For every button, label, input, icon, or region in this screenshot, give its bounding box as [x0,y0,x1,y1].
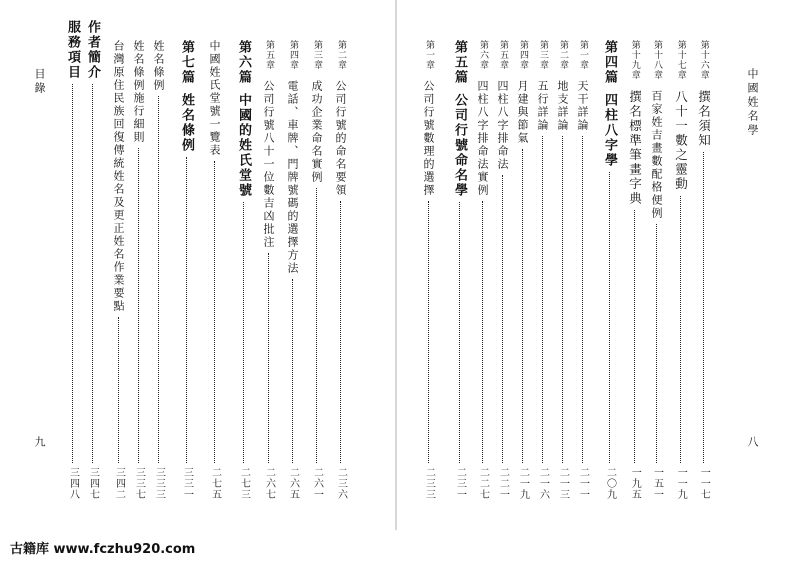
dot-leader [562,136,563,463]
toc-entry[interactable] [517,40,528,500]
toc-entry-number: 第四章 [288,40,298,70]
toc-section[interactable] [453,40,466,500]
dot-leader [268,253,269,463]
toc-entry[interactable] [557,40,568,500]
toc-entry-page: 二三六 [335,467,347,500]
dot-leader [158,96,159,463]
toc-entry-page: 二一六 [537,467,549,500]
toc-section-title: 中國的姓氏堂號 [236,93,251,198]
toc-entry-page: 二七五 [209,467,221,500]
toc-entry[interactable] [423,40,434,500]
toc-entry[interactable] [674,40,687,500]
toc-entry-title: 月建與節氣 [516,80,529,145]
toc-entry-number: 第三章 [312,40,322,70]
toc-entry-title: 百家姓吉畫數配格便例 [650,90,663,220]
toc-entry-title: 地支詳論 [556,80,569,132]
dot-leader [542,136,543,463]
dot-leader [656,224,657,463]
dot-leader [703,152,704,463]
toc-entry-title: 公司行號八十一位數吉凶批注 [262,80,275,249]
toc-entry-page: 三四七 [87,467,99,500]
toc-entry[interactable] [497,40,508,500]
toc-section-title: 公司行號命名學 [452,93,467,198]
toc-entry-title: 作者簡介 [85,20,100,80]
toc-entry-title: 四柱八字排命法 [496,80,509,171]
toc-section[interactable] [603,40,616,500]
toc-entry[interactable] [651,40,662,500]
toc-entry[interactable] [477,40,488,500]
toc-section-page: 二三一 [454,467,466,500]
toc-entry[interactable] [287,40,298,500]
toc-entry-page: 一九五 [629,467,641,500]
left-page [0,0,396,530]
toc-section-number: 第七篇 [179,40,194,85]
toc-entry-number: 第十九章 [629,40,640,80]
dot-leader [292,279,293,463]
toc-entry-title: 五行詳論 [536,80,549,132]
toc-entry-number: 第二章 [558,40,568,70]
toc-entry-title: 八十一數之靈動 [673,90,689,192]
toc-entry-page: 二二七 [477,467,489,500]
toc-section-number: 第五篇 [452,40,467,85]
dot-leader [316,188,317,463]
toc-entry[interactable] [86,20,99,500]
toc-entry-title: 服務項目 [65,20,80,80]
toc-entry-page: 二六七 [263,467,275,500]
toc-entry-title: 台灣原住民族回復傳統姓名及更正姓名作業要點 [112,40,125,313]
toc-section-number: 第六篇 [236,40,251,85]
toc-entry-page: 二二一 [497,467,509,500]
toc-entry[interactable] [311,40,322,500]
toc-entry[interactable] [335,40,346,500]
dot-leader [186,157,187,463]
toc-section-page: 三三一 [181,467,193,500]
site-footer [0,532,793,563]
toc-entry[interactable] [113,40,124,500]
toc-entry-number: 第十八章 [652,40,662,80]
toc-entry-title: 撰名標準筆畫字典 [627,90,643,206]
toc-entry-number: 第五章 [264,40,274,70]
watermark-text[interactable]: 古籍库 www.fczhu920.com [10,542,196,557]
toc-entry[interactable] [209,40,220,500]
dot-leader [522,149,523,463]
toc-section-number: 第四篇 [602,40,617,85]
toc-entry-page: 三三七 [133,467,145,500]
toc-entry-number: 第四章 [518,40,528,70]
dot-leader [634,210,635,463]
toc-entry-page: 三四八 [67,467,79,500]
toc-entry-number: 第二章 [336,40,346,70]
toc-entry-title: 公司行號數理的選擇 [422,80,435,197]
toc-entry-page: 一五一 [651,467,663,500]
toc-entry-page: 一一九 [675,467,687,500]
toc-entry-title: 天干詳論 [576,80,589,132]
toc-entry-page: 二一一 [577,467,589,500]
right-page [397,0,793,530]
left-running-header: 目錄 [33,68,46,96]
dot-leader [340,201,341,463]
dot-leader [459,202,460,463]
toc-section-title: 姓名條例 [179,93,194,153]
toc-entry-number: 第十七章 [675,40,686,80]
toc-entry[interactable] [66,20,79,500]
dot-leader [482,201,483,463]
toc-entry-number: 第六章 [478,40,488,70]
dot-leader [138,148,139,463]
dot-leader [72,84,73,463]
toc-entry-title: 公司行號的命名要領 [334,80,347,197]
toc-entry-page: 二一九 [517,467,529,500]
dot-leader [118,317,119,463]
dot-leader [428,201,429,463]
toc-entry-page: 三四二 [113,467,125,500]
right-running-header: 中國姓名學 [746,68,759,138]
right-page-number: 八 [746,436,759,447]
toc-entry-title: 姓名條例 [152,40,165,92]
dot-leader [680,196,681,464]
toc-entry-page: 一一七 [698,467,710,500]
toc-section[interactable] [180,40,193,500]
toc-entry[interactable] [153,40,164,500]
toc-entry-page: 二六五 [287,467,299,500]
toc-entry-page: 三三三 [153,467,165,500]
toc-entry-number: 第五章 [498,40,508,70]
toc-entry-title: 中國姓氏堂號一覽表 [208,40,221,157]
toc-entry-number: 第三章 [538,40,548,70]
toc-entry-page: 二六一 [311,467,323,500]
toc-entry[interactable] [628,40,641,500]
dot-leader [92,84,93,463]
toc-entry-title: 姓名條例施行細則 [132,40,145,144]
dot-leader [502,175,503,463]
dot-leader [243,202,244,463]
toc-entry[interactable] [577,40,588,500]
toc-entry-page: 二一三 [557,467,569,500]
left-page-number: 九 [33,436,46,447]
toc-entry-title: 撰名須知 [696,90,712,148]
dot-leader [582,136,583,463]
toc-entry-number: 第一章 [578,40,588,70]
toc-entry-title: 電話、車牌、門牌號碼的選擇方法 [286,80,299,275]
toc-section-page: 二七三 [238,467,250,500]
toc-entry-title: 成功企業命名實例 [310,80,323,184]
toc-entry-number: 第十六章 [698,40,709,80]
dot-leader [214,161,215,463]
toc-entry[interactable] [537,40,548,500]
toc-entry-title: 四柱八字排命法實例 [476,80,489,197]
toc-entry[interactable] [263,40,274,500]
dot-leader [609,172,610,463]
toc-entry-number: 第一章 [424,40,434,70]
toc-section-page: 二〇九 [604,467,616,500]
toc-entry[interactable] [697,40,710,500]
toc-entry[interactable] [133,40,144,500]
toc-section[interactable] [237,40,250,500]
toc-entry-page: 二三三 [423,467,435,500]
toc-section-title: 四柱八字學 [602,93,617,168]
